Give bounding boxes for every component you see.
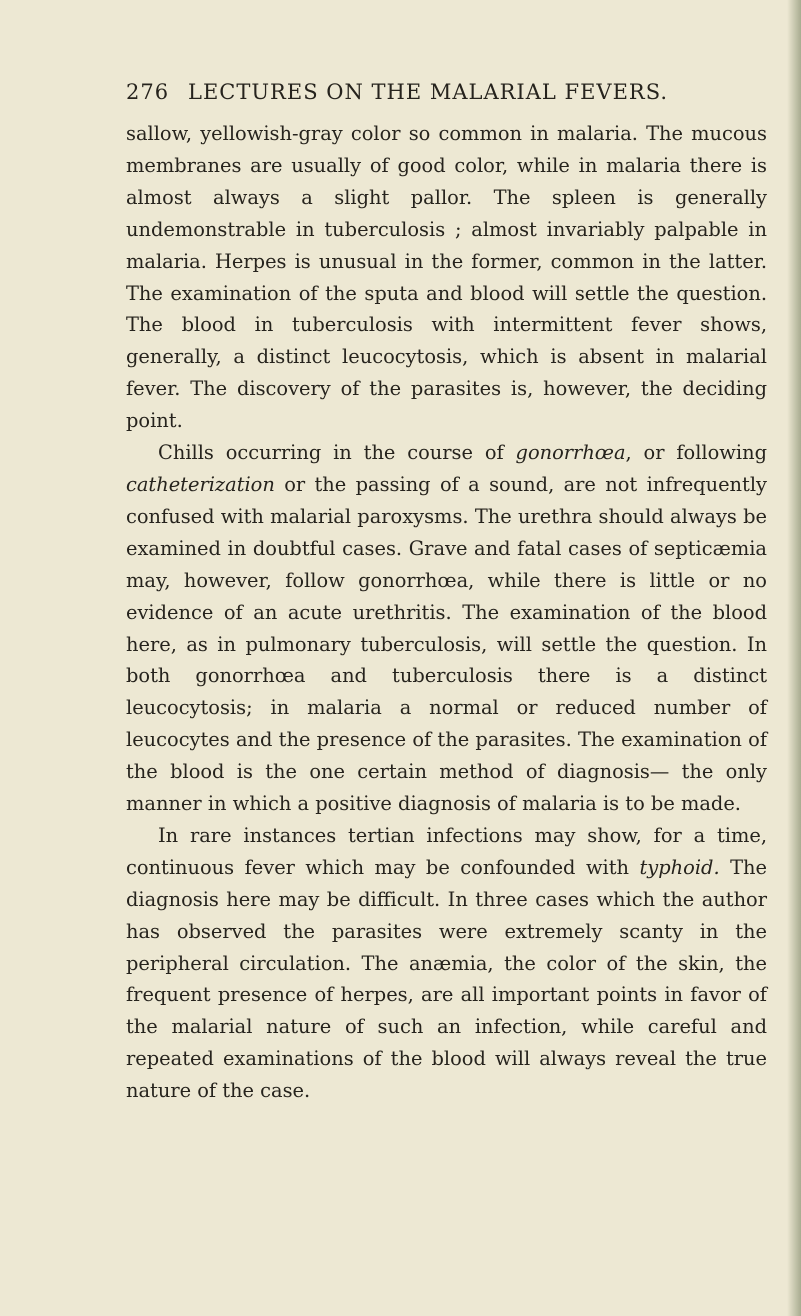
italic-term-typhoid: typhoid. (639, 855, 720, 879)
italic-term-gonorrhoea: gonorrhœa (515, 441, 626, 465)
italic-term-catheterization: catheterization (126, 472, 275, 496)
text-segment: sallow, yellowish-gray color so common in malaria. The mucous membranes are usually of good color, while in malaria there is almost always a slight pallor. The spleen is generally undemonstrable in tuberculosis ; almost invariably palpable in malaria. Herpes is unusual in the former, common in the latter. The examination of the sputa and blood will settle the question. The blood in tuberculosis with intermittent fever shows, generally, a distinct leucocytosis, which is absent in malarial fever. The discovery of the parasites is, however, the deciding point. (126, 122, 767, 433)
text-segment: Chills occurring in the course of (158, 441, 516, 465)
text-segment: , or following (625, 441, 767, 465)
body-text (126, 118, 767, 1107)
paragraph-2 (126, 437, 767, 820)
page-number: 276 (126, 80, 170, 104)
running-title: LECTURES ON THE MALARIAL FEVERS. (188, 80, 669, 104)
paragraph-3 (126, 820, 767, 1107)
text-segment: or the passing of a sound, are not infrequently confused with malarial paroxysms. The urethra should always be examined in doubtful cases. Grave and fatal cases of septicæmia may, however, follow gonorrhœa, while there is little or no evidence of an acute urethritis. The examination of the blood here, as in pulmonary tuberculosis, will settle the question. In both gonorrhœa and tuberculosis there is a distinct leucocytosis; in malaria a normal or reduced number of leucocytes and the presence of the parasites. The examination of the blood is the one certain method of diagnosis— the only manner in which a positive diagnosis of malaria is to be made. (126, 472, 767, 816)
text-segment: The diagnosis here may be difficult. In three cases which the author has observed the parasites were extremely scanty in the peripheral circulation. The anæmia, the color of the skin, the frequent presence of herpes, are all important points in favor of the malarial nature of such an infection, while careful and repeated examinations of the blood will always reveal the true nature of the case. (126, 855, 768, 1103)
paragraph-1 (126, 118, 767, 437)
text-segment: In rare instances tertian infections may show, for a time, continuous fever which may be confounded with (126, 823, 767, 879)
page-edge-shadow (787, 0, 801, 1316)
page-header (126, 80, 669, 104)
